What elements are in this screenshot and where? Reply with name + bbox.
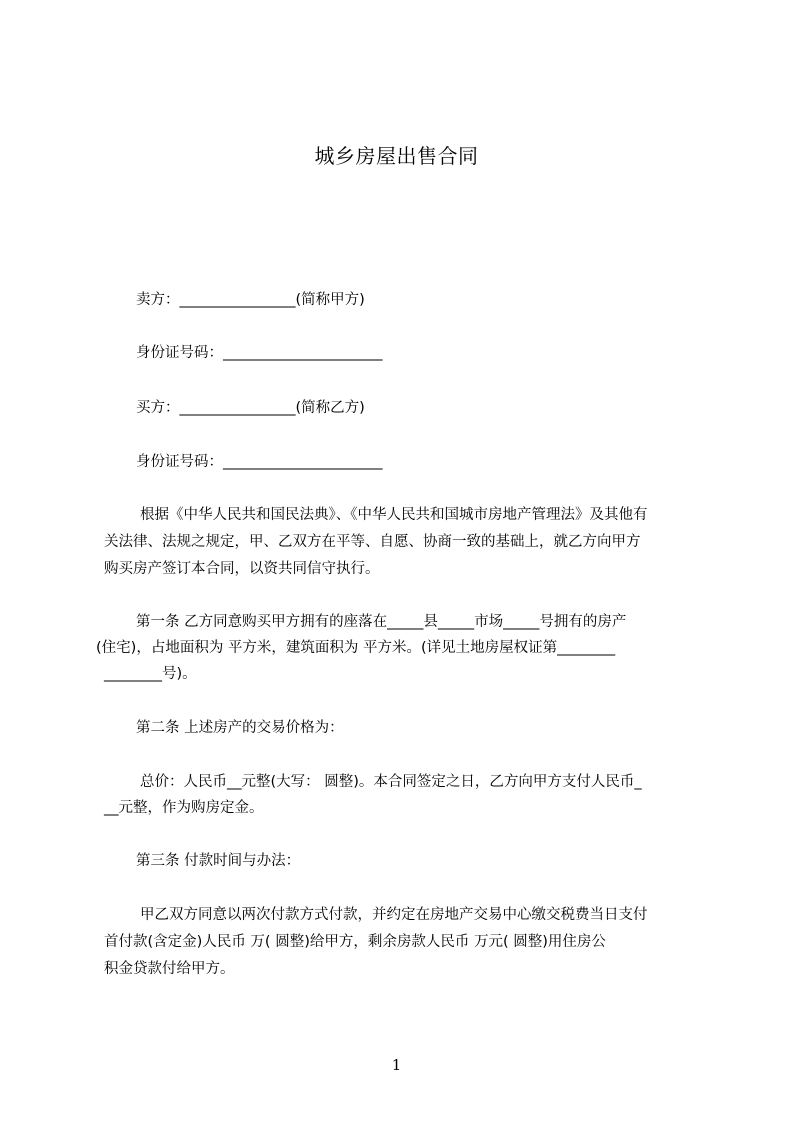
article1-line-2: (住宅)，占地面积为 平方米，建筑面积为 平方米。(详见土地房屋权证第________ [96, 640, 616, 656]
article3-line-1: 甲乙双方同意以两次付款方式付款，并约定在房地产交易中心缴交税费当日支付 [140, 907, 648, 923]
article2-heading: 第二条 上述房产的交易价格为： [136, 720, 344, 736]
article1-line-1: 第一条 乙方同意购买甲方拥有的座落在_____县_____市场_____号拥有的房产 [136, 614, 627, 630]
seller-id-line: 身份证号码：______________________ [136, 345, 383, 361]
preamble-line-1: 根据《中华人民共和国民法典》、《中华人民共和国城市房地产管理法》及其他有 [140, 507, 648, 523]
article3-heading: 第三条 付款时间与办法： [136, 853, 301, 869]
preamble-line-2: 关法律、法规之规定，甲、乙双方在平等、自愿、协商一致的基础上，就乙方向甲方 [104, 534, 641, 550]
article1-line-3: ________号)。 [104, 666, 197, 682]
seller-line: 卖方：________________(简称甲方) [136, 292, 365, 308]
article2-line-2: __元整，作为购房定金。 [104, 800, 264, 816]
article3-line-2: 首付款(含定金)人民币 万( 圆整)给甲方，剩余房款人民币 万元( 圆整)用住房公 [104, 934, 606, 950]
page-title: 城乡房屋出售合同 [314, 144, 479, 168]
article2-line-1: 总价：人民币__元整(大写： 圆整)。本合同签定之日，乙方向甲方支付人民币_ [140, 774, 642, 790]
preamble-line-3: 购买房产签订本合同，以资共同信守执行。 [104, 561, 380, 577]
buyer-id-line: 身份证号码：______________________ [136, 454, 383, 470]
article3-line-3: 积金贷款付给甲方。 [104, 961, 235, 977]
buyer-line: 买方：________________(简称乙方) [136, 400, 365, 416]
page-number: 1 [391, 1056, 402, 1074]
